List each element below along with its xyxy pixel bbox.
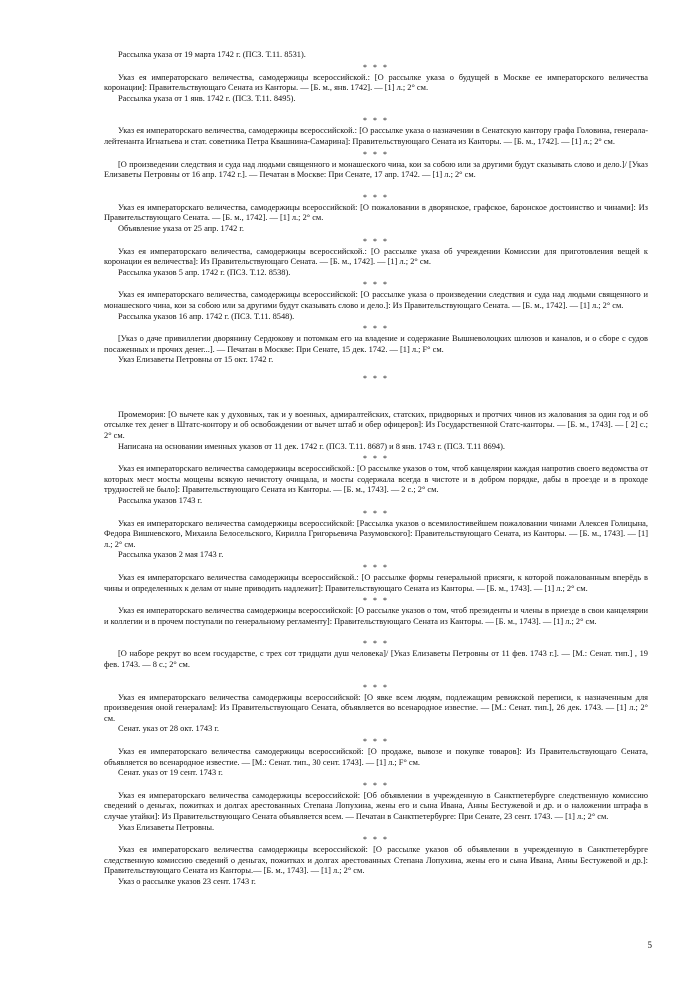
list-item: [104, 410, 648, 452]
list-item: [104, 519, 648, 561]
list-item: [104, 126, 648, 147]
list-item: [104, 160, 648, 181]
entry-note: Сенат. указ от 28 окт. 1743 г.: [118, 724, 219, 734]
separator: * * *: [363, 149, 389, 159]
page-content: [104, 50, 648, 887]
list-item: [104, 649, 648, 670]
separator: * * *: [363, 324, 389, 334]
list-item: [104, 573, 648, 594]
separator: * * *: [363, 835, 389, 845]
separator: * * *: [363, 454, 389, 464]
list-item: [104, 845, 648, 887]
entry-note: Указ о рассылке указов 23 сент. 1743 г.: [118, 876, 256, 886]
separator: * * *: [363, 280, 389, 290]
list-item: [104, 203, 648, 235]
separator: * * *: [363, 236, 389, 246]
separator: * * *: [363, 116, 389, 126]
separator: * * *: [363, 682, 389, 692]
entry-note: Рассылка указов 5 апр. 1742 г. (ПСЗ. Т.12. 8538).: [118, 267, 291, 277]
entry-text: Указ ея императорскаго величества самодержицы всероссийской.: [О рассылке формы генеральной присяги, к которой пожалованным вперёдь в чины и определенных к делам от ныне приводить надлежит]: Правительствующаго Сената из Канторы. — [Б. м., 1743]. — [1] л.; 2° см.: [104, 573, 648, 593]
list-item: [104, 247, 648, 279]
entry-note: Рассылка указов 1743 г.: [118, 496, 203, 506]
entry-text: Указ ея императорскаго величества, самодержицы всероссийской: [О рассылке указа о произведении следствия и суда над людьми священного и монашеского чина, кои за собою или за другими будут сказывать слово и дело.]: Из Правительствующаго Сената. — [Б. м., 1742]. — [1] л.; 2° см.: [104, 290, 648, 310]
separator: * * *: [363, 563, 389, 572]
entry-note: Указ Елизаветы Петровны.: [118, 822, 215, 832]
entry-note: Рассылка указа от 1 янв. 1742 г. (ПСЗ. Т.11. 8495).: [118, 93, 296, 103]
entry-note: Указ Елизаветы Петровны от 15 окт. 1742 г.: [118, 355, 274, 365]
separator: * * *: [363, 192, 389, 202]
separator: * * *: [363, 508, 389, 518]
list-item: [104, 73, 648, 105]
separator: * * *: [363, 780, 389, 790]
entry-text: [Указ о даче привиллегии дворянину Сердюкову и потомкам его на владение и содержание Вышневолоцких шлюзов и каналов, и о сборе с судов посаженных и прочих денег...]. — Печатан в Москве: При Сенате, 15 дек. 1742. — [1] л.; F° см.: [104, 334, 648, 354]
entry-note: Рассылка указа от 19 марта 1742 г. (ПСЗ. Т.11. 8531).: [118, 50, 306, 59]
entry-text: Указ ея императорскаго величества, самодержицы всероссийской.: [О рассылке указа об учреждении Комиссии для приготовления вещей к коронации ея величества]: Из Правительствующаго Сената. — [Б. м., 1742]. — [1] л.; 2° см.: [104, 246, 648, 267]
entry-note: Объявление указа от 25 апр. 1742 г.: [118, 223, 244, 233]
entry-text: Указ ея императорскаго величества самодержицы всероссийской.: [О рассылке указов о том, чтоб канцелярии каждая напротив своего ведомства от которых мест мосты мощены всякую нечистоту очищала, и мосты содержала всегда в чистоте и в добром порядке, дабы в проезде и в проходе трудностей не было]: Правительствующаго Сената из Канторы. — [Б. м., 1743]. — 2 с.; 2° см.: [104, 464, 648, 495]
list-item: [104, 606, 648, 627]
entry-text: Указ ея императорскаго величества, самодержицы всероссийской.: [О рассылке указа о назначении в Сенатскую кантору графа Головина, генерала- лейтенанта Игнатьева и стат. советника Петра Квашнина-Самарина]: Правительствующаго Сената из Канторы. — [Б. м., 1742]. — [1] л.; 2° см.: [104, 126, 648, 146]
page-number: 5: [647, 940, 652, 950]
entry-text: Указ ея императорскаго величества самодержицы всероссийской: [О явке всем людям, подлежащим ревижской переписи, к назначенным для произведения оной генералам]: Из Правительствующаго Сената, объявляется во всенародное известие. — [М.: Сенат. тип.], 26 дек. 1743. — [1] л.; 2° см.: [104, 692, 648, 723]
entry-text: Указ ея императорскаго величества самодержицы всероссийской: [Об объявлении в учрежденную в Санктпетербурге следственную комиссию сведений о деньгах, пожитках и долгах арестованных Степана Лопухина, жены его и сына Ивана, Анны Бестужевой и др. и о наложении штрафа в случае утайки]: Из Правительствующаго Сената объявляется всем. — Печатан в Санктпетербурге: При Сенате, 23 сент. 1743. — [1] л.; 2° см.: [104, 790, 648, 821]
entry-text: [О произведении следствия и суда над людьми священного и монашеского чина, кои за собою или за другими будут сказывать слово и дело.]/ [Указ Елизаветы Петровны от 16 апр. 1742 г.]. — Печатан в Москве: При Сенате, 17 апр. 1742. — [1] л.; 2° см.: [104, 159, 648, 180]
entry-text: [О наборе рекрут во всем государстве, с трех сот тридцати душ человека]/ [Указ Елизаветы Петровны от 11 фев. 1743 г.]. — [М.: Сенат. тип.] , 19 фев. 1743. — 8 с.; 2° см.: [104, 649, 648, 669]
list-item: [104, 334, 648, 366]
entry-note: Рассылка указов 2 мая 1743 г.: [118, 550, 224, 560]
list-item: [104, 693, 648, 735]
separator: * * *: [363, 736, 389, 746]
entry-text: Указ ея императорскаго величества, самодержицы всероссийской: [О пожаловании в дворянское, графское, баронское достоинство и чинами]: Из Правительствующаго Сената. — [Б. м., 1742]. — [1] л.; 2° см.: [104, 202, 648, 223]
entry-note: Рассылка указов 16 апр. 1742 г. (ПСЗ. Т.11. 8548).: [118, 311, 295, 321]
list-item: [104, 791, 648, 833]
entry-note: Написана на основании именных указов от 11 дек. 1742 г. (ПСЗ. Т.11. 8687) и 8 янв. 1743 г. (ПСЗ. Т.11 8694).: [118, 441, 505, 451]
separator: * * *: [363, 62, 389, 72]
entry-note: Сенат. указ от 19 сент. 1743 г.: [118, 768, 223, 778]
separator: * * *: [363, 596, 389, 606]
list-item: [104, 464, 648, 506]
list-item: [104, 290, 648, 322]
entry-text: Указ ея императорскаго величества самодержицы всероссийской: [Рассылка указов о всемилостивейшем пожаловании чинами Алексея Голицына, Федора Вишневского, Михаила Белосельского, Кирилла Григорьевича Разумовского]: Правительствующаго Сената, из Канторы. — [Б. м., 1743]. — [1] л.; 2° см.: [104, 518, 648, 549]
entry-text: Указ ея императорскаго величества самодержицы всероссийской: [О продаже, вывозе и покупке товаров]: Из Правительствующаго Сената, объявляется во всенародное известие. — [М.: Сенат. тип., 30 сент. 1743]. — [1] л.; F° см.: [104, 746, 648, 767]
entry-text: Указ ея императорскаго величества самодержицы всероссийской: [О рассылке указов об объявлении в учрежденную в Санктпетербурге следственную комиссию сведений о деньгах, пожитках и долгах арестованных Степана Лопухина, жены его и сына Ивана, Анны Бестужевой и др.]: Правительствующаго Сената из Канторы.— [Б. м., 1743]. — [1] л.; 2° см.: [104, 845, 648, 876]
entry-text: Указ ея императорскаго величества самодержицы всероссийской: [О рассылке указов о том, чтоб президенты и члены в приезде в свои канцелярии и коллегии и в прочем поступали по генеральному регламенту]: Правительствующаго Сената из Канторы. — [Б. м., 1743]. — [1] л.; 2° см.: [104, 606, 648, 626]
entry-text: Указ ея императорскаго величества, самодержицы всероссийской.: [О рассылке указа о будущей в Москве ее императорского величества коронации]: Правительствующаго Сената из Канторы. — [Б. м., янв. 1742]. — [1] л.; 2° см.: [104, 72, 648, 93]
separator: * * *: [363, 639, 389, 649]
entry-text: Промемория: [О вычете как у духовных, так и у военных, адмиралтейских, статских, придворных и протчих чинов из жалования за один год и об отсылке тех денег в Штатс-контору и об освобождении от вычет штаб и обер офицеров]: Из Государственной Статс-канторы. — [Б. м., 1743]. — [ 2] с.; 2° см.: [104, 409, 648, 441]
separator: * * *: [363, 373, 389, 383]
list-item: [104, 50, 648, 61]
list-item: [104, 747, 648, 779]
